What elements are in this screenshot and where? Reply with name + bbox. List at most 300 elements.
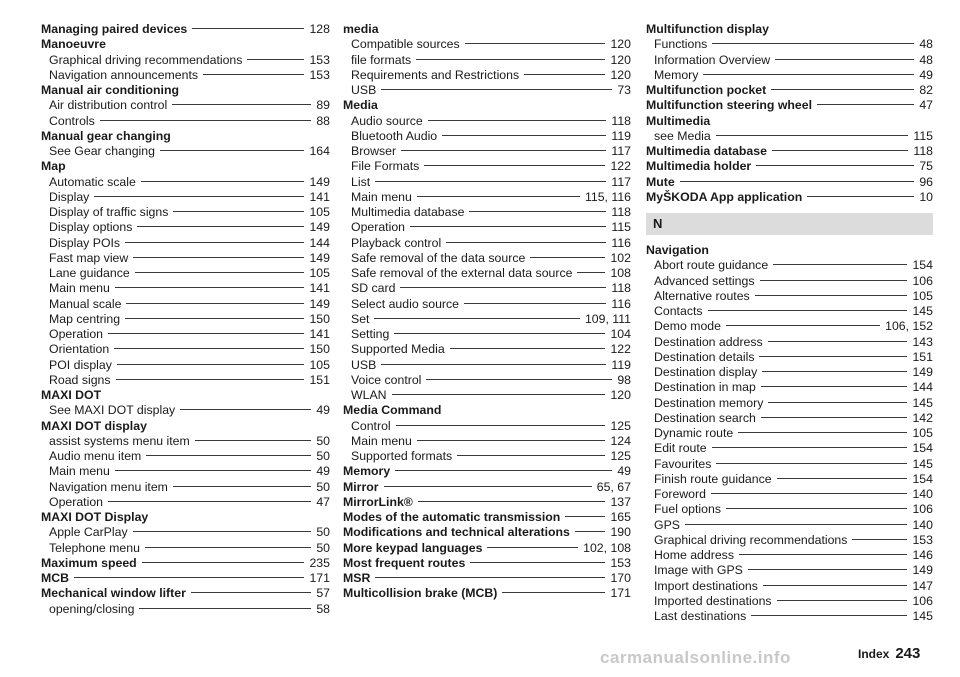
- index-subentry: [646, 594, 933, 609]
- entry-label: Automatic scale: [49, 174, 136, 189]
- index-subentry: [41, 541, 330, 556]
- leader-line: [117, 364, 305, 365]
- leader-line: [442, 135, 606, 136]
- leader-line: [400, 287, 606, 288]
- leader-line: [424, 165, 605, 166]
- index-heading: Multimedia: [646, 113, 711, 128]
- entry-page-ref: 147: [912, 578, 933, 593]
- index-entry: [41, 22, 330, 37]
- entry-label: Safe removal of the external data source: [351, 266, 573, 280]
- page-number: 243: [895, 645, 921, 662]
- index-subentry: [343, 190, 631, 205]
- index-subentry: [41, 358, 330, 373]
- leader-line: [773, 264, 907, 265]
- entry-page-ref: 102, 108: [583, 540, 631, 555]
- leader-line: [716, 135, 909, 136]
- index-subentry: [343, 205, 631, 220]
- leader-line: [465, 43, 606, 44]
- entry-label: Information Overview: [654, 52, 771, 67]
- entry-page-ref: 171: [610, 586, 631, 601]
- leader-line: [428, 120, 607, 121]
- leader-line: [410, 226, 606, 227]
- entry-label: Display: [49, 189, 90, 204]
- leader-line: [577, 272, 605, 273]
- entry-label: Memory: [343, 464, 391, 479]
- entry-page-ref: 140: [912, 517, 933, 532]
- leader-line: [394, 333, 605, 334]
- entry-page-ref: 105: [309, 357, 330, 372]
- index-subentry: [41, 525, 330, 540]
- leader-line: [748, 569, 908, 570]
- index-entry: [646, 190, 933, 205]
- entry-page-ref: 153: [309, 67, 330, 82]
- entry-label: Road signs: [49, 372, 111, 387]
- entry-page-ref: 10: [919, 189, 933, 204]
- entry-label: Destination search: [654, 410, 756, 425]
- index-subentry: [646, 335, 933, 350]
- entry-label: Multicollision brake (MCB): [343, 586, 498, 601]
- entry-label: Audio menu item: [49, 449, 142, 463]
- index-subentry: [41, 236, 330, 251]
- index-subentry: [646, 411, 933, 426]
- entry-page-ref: 153: [309, 52, 330, 67]
- index-entry: [343, 495, 631, 510]
- entry-label: Control: [351, 418, 391, 433]
- index-subentry: [41, 373, 330, 388]
- entry-label: Set: [351, 311, 370, 326]
- entry-label: USB: [351, 357, 377, 372]
- entry-label: Display options: [49, 220, 133, 235]
- entry-page-ref: 88: [316, 113, 330, 128]
- entry-label: See MAXI DOT display: [49, 403, 176, 418]
- entry-page-ref: 109, 111: [584, 311, 631, 326]
- index-subentry: [41, 251, 330, 266]
- leader-line: [203, 74, 304, 75]
- entry-page-ref: 154: [912, 471, 933, 486]
- entry-page-ref: 98: [617, 372, 631, 387]
- entry-label: Advanced settings: [654, 273, 755, 288]
- index-subentry: [41, 434, 330, 449]
- entry-page-ref: 47: [919, 98, 933, 113]
- entry-label: Lane guidance: [49, 266, 130, 280]
- leader-line: [115, 287, 305, 288]
- entry-page-ref: 122: [610, 342, 631, 357]
- index-subentry: [41, 98, 330, 113]
- index-subentry: [646, 518, 933, 533]
- entry-page-ref: 149: [912, 365, 933, 379]
- index-heading: Multifunction display: [646, 22, 769, 36]
- index-heading: Media Command: [343, 403, 442, 418]
- entry-page-ref: 142: [912, 410, 933, 425]
- entry-label: Operation: [351, 220, 406, 235]
- entry-label: Apple CarPlay: [49, 525, 128, 540]
- leader-line: [708, 310, 908, 311]
- index-subentry: [343, 312, 631, 327]
- index-subentry: [41, 205, 330, 220]
- index-subentry: [343, 281, 631, 296]
- index-subentry: [646, 609, 933, 624]
- index-heading: MAXI DOT Display: [41, 510, 149, 524]
- entry-page-ref: 150: [309, 342, 330, 357]
- index-subentry: [646, 426, 933, 441]
- entry-label: MyŠKODA App application: [646, 189, 803, 204]
- leader-line: [685, 524, 908, 525]
- leader-line: [807, 196, 914, 197]
- index-entry: [343, 556, 631, 571]
- leader-line: [487, 547, 578, 548]
- entry-page-ref: 105: [309, 205, 330, 219]
- index-subentry: [41, 297, 330, 312]
- entry-page-ref: 73: [617, 83, 631, 97]
- index-subentry: [646, 304, 933, 319]
- index-subentry: [646, 579, 933, 594]
- leader-line: [192, 28, 304, 29]
- entry-label: Graphical driving recommendations: [654, 532, 848, 547]
- index-subentry: [343, 236, 631, 251]
- leader-line: [703, 74, 914, 75]
- entry-label: Orientation: [49, 342, 110, 357]
- index-subentry: [41, 495, 330, 510]
- index-entry: [646, 175, 933, 190]
- leader-line: [100, 120, 312, 121]
- leader-line: [502, 592, 605, 593]
- entry-page-ref: 48: [919, 37, 933, 52]
- entry-label: see Media: [654, 128, 711, 143]
- entry-label: Multimedia holder: [646, 159, 752, 174]
- leader-line: [381, 89, 612, 90]
- index-subentry: [41, 403, 330, 418]
- entry-page-ref: 102: [610, 250, 631, 265]
- leader-line: [469, 211, 606, 212]
- index-subentry: [646, 365, 933, 380]
- index-subentry: [41, 312, 330, 327]
- leader-line: [852, 539, 907, 540]
- index-heading: Manoeuvre: [41, 37, 106, 52]
- section-letter: N: [646, 213, 933, 235]
- index-entry: [646, 83, 933, 98]
- entry-page-ref: 145: [912, 395, 933, 410]
- entry-page-ref: 49: [919, 67, 933, 82]
- index-subentry: [646, 258, 933, 273]
- leader-line: [417, 440, 606, 441]
- entry-label: Telephone menu: [49, 540, 140, 555]
- leader-line: [417, 196, 580, 197]
- index-subentry: [343, 68, 631, 83]
- entry-page-ref: 49: [316, 464, 330, 479]
- index-subentry: [343, 220, 631, 235]
- leader-line: [762, 371, 907, 372]
- leader-line: [195, 440, 312, 441]
- index-subentry: [343, 388, 631, 403]
- leader-line: [108, 333, 304, 334]
- entry-label: Compatible sources: [351, 37, 460, 52]
- entry-label: Alternative routes: [654, 288, 750, 303]
- leader-line: [74, 577, 304, 578]
- index-subentry: [343, 434, 631, 449]
- leader-line: [464, 303, 606, 304]
- leader-line: [712, 43, 914, 44]
- entry-label: Imported destinations: [654, 593, 772, 608]
- entry-page-ref: 122: [610, 159, 631, 174]
- index-subentry: [343, 53, 631, 68]
- index-heading: MAXI DOT display: [41, 418, 147, 433]
- entry-page-ref: 117: [611, 144, 631, 158]
- leader-line: [775, 59, 914, 60]
- entry-page-ref: 50: [316, 433, 330, 448]
- entry-label: Air distribution control: [49, 98, 168, 113]
- entry-page-ref: 96: [919, 174, 933, 189]
- entry-page-ref: 106: [912, 273, 933, 288]
- entry-page-ref: 154: [912, 258, 933, 273]
- index-subentry: [41, 114, 330, 129]
- entry-label: Contacts: [654, 304, 703, 318]
- entry-label: Edit route: [654, 441, 707, 456]
- entry-page-ref: 144: [912, 380, 933, 395]
- index-subentry: [343, 266, 631, 281]
- entry-label: file formats: [351, 52, 412, 67]
- entry-label: Main menu: [351, 433, 412, 448]
- index-subentry: [41, 327, 330, 342]
- entry-page-ref: 47: [316, 494, 330, 509]
- leader-line: [712, 447, 908, 448]
- entry-page-ref: 120: [610, 388, 631, 402]
- leader-line: [94, 196, 304, 197]
- index-entry: [343, 464, 631, 479]
- entry-label: See Gear changing: [49, 144, 155, 158]
- entry-page-ref: 120: [610, 67, 631, 82]
- entry-page-ref: 151: [309, 372, 330, 387]
- entry-label: Main menu: [49, 281, 110, 296]
- leader-line: [381, 364, 606, 365]
- index-entry: [646, 144, 933, 159]
- leader-line: [115, 470, 311, 471]
- index-entry: [343, 510, 631, 525]
- entry-label: Supported Media: [351, 342, 445, 357]
- leader-line: [114, 348, 304, 349]
- leader-line: [680, 181, 915, 182]
- entry-label: Multifunction pocket: [646, 83, 767, 97]
- entry-label: Bluetooth Audio: [351, 128, 438, 143]
- index-subentry: [343, 297, 631, 312]
- entry-label: Audio source: [351, 113, 423, 128]
- entry-label: WLAN: [351, 388, 387, 402]
- index-subentry: [41, 266, 330, 281]
- leader-line: [146, 455, 311, 456]
- index-subentry: [41, 449, 330, 464]
- leader-line: [395, 470, 612, 471]
- index-subentry: [41, 190, 330, 205]
- leader-line: [768, 402, 907, 403]
- entry-label: Finish route guidance: [654, 471, 772, 486]
- leader-line: [768, 341, 908, 342]
- entry-label: Playback control: [351, 235, 442, 250]
- entry-page-ref: 105: [912, 426, 933, 440]
- entry-page-ref: 145: [912, 456, 933, 471]
- index-entry: [343, 480, 631, 495]
- entry-label: Functions: [654, 37, 708, 52]
- index-subentry: [343, 342, 631, 357]
- entry-page-ref: 128: [309, 22, 330, 36]
- leader-line: [374, 318, 579, 319]
- entry-label: Destination memory: [654, 395, 764, 410]
- entry-page-ref: 65, 67: [596, 479, 631, 494]
- entry-page-ref: 118: [611, 113, 631, 128]
- leader-line: [755, 295, 908, 296]
- index-subentry: [343, 83, 631, 98]
- entry-page-ref: 48: [919, 52, 933, 67]
- entry-page-ref: 104: [610, 327, 631, 341]
- index-heading: MAXI DOT: [41, 388, 102, 402]
- entry-page-ref: 115: [611, 220, 631, 235]
- entry-label: Map centring: [49, 311, 121, 326]
- entry-page-ref: 106, 152: [885, 319, 933, 334]
- entry-label: Fuel options: [654, 502, 721, 517]
- index-subentry: [343, 159, 631, 174]
- entry-label: Navigation menu item: [49, 479, 168, 494]
- index-subentry: [343, 358, 631, 373]
- index-subentry: [343, 327, 631, 342]
- entry-page-ref: 165: [610, 510, 631, 524]
- leader-line: [446, 242, 606, 243]
- leader-line: [116, 379, 305, 380]
- entry-page-ref: 153: [610, 555, 631, 570]
- entry-page-ref: 118: [913, 144, 933, 158]
- entry-page-ref: 105: [309, 266, 330, 280]
- entry-page-ref: 141: [309, 281, 330, 296]
- entry-label: Multimedia database: [646, 144, 767, 158]
- leader-line: [759, 356, 907, 357]
- entry-label: MCB: [41, 571, 70, 585]
- entry-page-ref: 125: [610, 418, 631, 433]
- entry-label: Home address: [654, 548, 734, 562]
- entry-label: Destination display: [654, 365, 758, 379]
- entry-label: Browser: [351, 144, 397, 158]
- index-subentry: [41, 480, 330, 495]
- entry-label: Display POIs: [49, 235, 121, 250]
- index-subentry: [41, 175, 330, 190]
- index-entry: [343, 525, 631, 540]
- entry-label: Mirror: [343, 479, 379, 494]
- leader-line: [191, 592, 311, 593]
- index-subentry: [343, 175, 631, 190]
- leader-line: [761, 386, 908, 387]
- index-subentry: [41, 144, 330, 159]
- entry-label: Fast map view: [49, 250, 129, 265]
- index-subentry: [646, 380, 933, 395]
- leader-line: [418, 501, 606, 502]
- entry-label: Destination in map: [654, 380, 756, 395]
- index-entry: [41, 556, 330, 571]
- entry-page-ref: 49: [316, 403, 330, 418]
- entry-label: Controls: [49, 113, 95, 128]
- entry-page-ref: 118: [611, 281, 631, 296]
- leader-line: [426, 379, 612, 380]
- entry-label: Most frequent routes: [343, 555, 466, 570]
- index-subentry: [343, 144, 631, 159]
- leader-line: [384, 486, 592, 487]
- index-subentry: [646, 548, 933, 563]
- leader-line: [575, 531, 606, 532]
- index-subentry: [646, 487, 933, 502]
- entry-page-ref: 118: [611, 205, 631, 219]
- index-subentry: [646, 289, 933, 304]
- index-column-1: [41, 22, 330, 617]
- index-subentry: [646, 53, 933, 68]
- entry-page-ref: 137: [610, 494, 631, 509]
- entry-page-ref: 119: [611, 128, 631, 143]
- entry-page-ref: 105: [912, 288, 933, 303]
- index-subentry: [343, 373, 631, 388]
- index-subentry: [646, 441, 933, 456]
- entry-label: Mechanical window lifter: [41, 586, 186, 601]
- leader-line: [716, 463, 907, 464]
- entry-label: Setting: [351, 327, 390, 341]
- leader-line: [401, 150, 606, 151]
- leader-line: [771, 89, 914, 90]
- index-entry: [343, 586, 631, 601]
- entry-page-ref: 108: [610, 266, 631, 280]
- index-heading: Navigation: [646, 243, 709, 257]
- entry-page-ref: 57: [316, 586, 330, 601]
- index-subentry: [646, 502, 933, 517]
- index-subentry: [343, 251, 631, 266]
- entry-page-ref: 141: [309, 327, 330, 341]
- index-entry: [343, 571, 631, 586]
- leader-line: [133, 257, 304, 258]
- entry-page-ref: 89: [316, 98, 330, 113]
- entry-page-ref: 58: [316, 601, 330, 616]
- entry-label: Managing paired devices: [41, 22, 188, 36]
- entry-page-ref: 50: [316, 525, 330, 540]
- leader-line: [142, 562, 305, 563]
- index-subentry: [343, 114, 631, 129]
- leader-line: [375, 181, 606, 182]
- entry-page-ref: 124: [610, 433, 631, 448]
- entry-page-ref: 144: [309, 235, 330, 250]
- entry-label: assist systems menu item: [49, 433, 190, 448]
- index-subentry: [343, 37, 631, 52]
- leader-line: [726, 325, 880, 326]
- entry-page-ref: 116: [611, 235, 631, 250]
- entry-label: Last destinations: [654, 609, 747, 623]
- leader-line: [450, 348, 606, 349]
- entry-label: Main menu: [351, 189, 412, 204]
- index-subentry: [41, 464, 330, 479]
- leader-line: [760, 280, 908, 281]
- leader-line: [125, 242, 304, 243]
- entry-label: MirrorLink®: [343, 494, 413, 509]
- leader-line: [470, 562, 605, 563]
- watermark: carmanualsonline.info: [600, 648, 791, 667]
- entry-label: Manual scale: [49, 296, 122, 311]
- index-column-2: [343, 22, 631, 602]
- entry-page-ref: 119: [611, 357, 631, 372]
- index-subentry: [41, 281, 330, 296]
- entry-label: Mute: [646, 174, 675, 189]
- index-subentry: [343, 129, 631, 144]
- leader-line: [738, 432, 907, 433]
- leader-line: [173, 486, 311, 487]
- leader-line: [247, 59, 304, 60]
- index-subentry: [646, 319, 933, 334]
- entry-page-ref: 149: [309, 296, 330, 311]
- index-column-3: [646, 22, 933, 624]
- leader-line: [139, 608, 311, 609]
- leader-line: [565, 516, 605, 517]
- leader-line: [180, 409, 311, 410]
- entry-page-ref: 149: [912, 563, 933, 578]
- entry-page-ref: 149: [309, 220, 330, 235]
